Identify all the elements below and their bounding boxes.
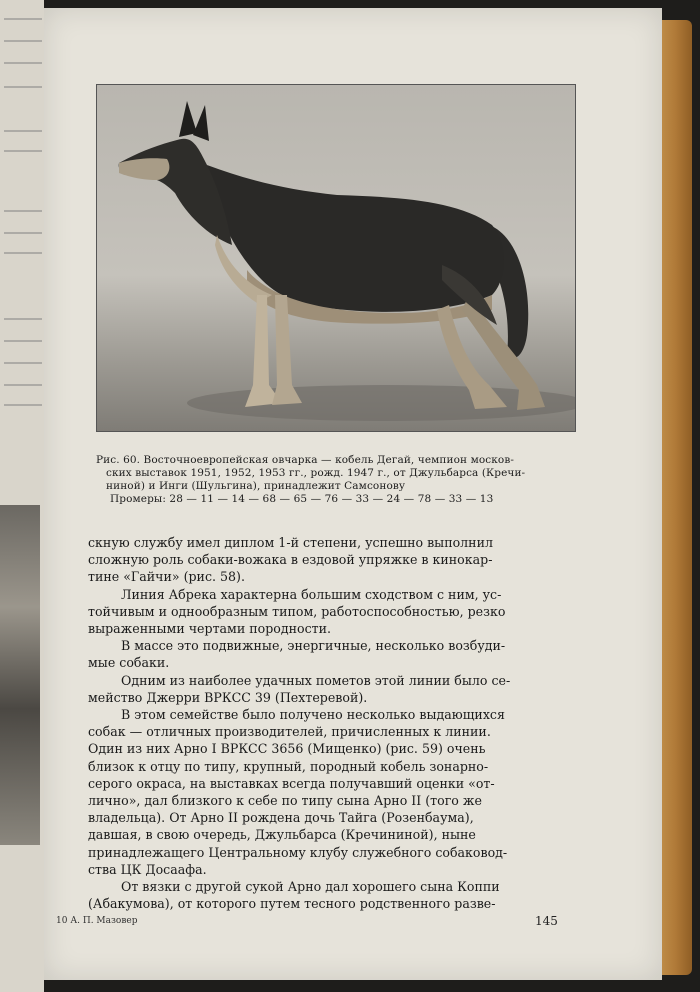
- body-line: Один из них Арно I ВРКСС 3656 (Мищенко) (рис. 59) очень: [88, 741, 486, 757]
- caption-line: ских выставок 1951, 1952, 1953 гг., рожд. 1947 г., от Джульбарса (Кречи-: [106, 467, 526, 479]
- body-line: серого окраса, на выставках всегда получавший оценки «от-: [88, 775, 495, 791]
- body-line: скную службу имел диплом 1-й степени, успешно выполнил: [88, 535, 493, 550]
- german-shepherd-illustration: [97, 85, 575, 431]
- caption-measures: Промеры: 28 — 11 — 14 — 68 — 65 — 76 — 33 — 24 — 78 — 33 — 13: [110, 493, 494, 505]
- body-line: В массе это подвижные, энергичные, несколько возбуди-: [121, 638, 506, 654]
- text-fragment: [4, 130, 42, 140]
- body-line: мейство Джерри ВРКСС 39 (Пехтеревой).: [88, 689, 368, 705]
- body-line: тойчивым и однообразным типом, работоспособностью, резко: [88, 603, 506, 619]
- body-line: тине «Гайчи» (рис. 58).: [88, 569, 245, 585]
- body-line: выраженными чертами породности.: [88, 621, 332, 637]
- body-line: Линия Абрека характерна большим сходством с ним, ус-: [121, 586, 502, 602]
- body-line: близок к отцу по типу, крупный, породный кобель зонарно-: [88, 758, 489, 774]
- body-line: принадлежащего Центральному клубу служебного собаковод-: [88, 844, 508, 860]
- caption-line: Рис. 60. Восточноевропейская овчарка — кобель Дегай, чемпион москов-: [96, 454, 514, 466]
- caption-line: ниной) и Инги (Шульгина), принадлежит Самсонову: [106, 480, 406, 492]
- text-fragment: [4, 232, 42, 242]
- text-fragment: [4, 384, 42, 394]
- text-fragment: [4, 86, 42, 96]
- figure-caption: [96, 454, 574, 506]
- body-line: мые собаки.: [88, 655, 170, 671]
- text-fragment: [4, 318, 42, 328]
- text-fragment: [4, 40, 42, 50]
- text-fragment: [4, 404, 42, 414]
- text-fragment: [4, 18, 42, 28]
- text-fragment: [4, 210, 42, 220]
- dog-photograph: [96, 84, 576, 432]
- body-line: Одним из наиболее удачных пометов этой линии было се-: [121, 672, 511, 688]
- adjacent-photo-fragment: [0, 505, 40, 845]
- book-page: [44, 8, 662, 980]
- text-fragment: [4, 62, 42, 72]
- body-line: лично», дал близкого к себе по типу сына Арно II (того же: [88, 793, 482, 809]
- body-text: [88, 534, 628, 912]
- text-fragment: [4, 252, 42, 262]
- body-line: (Абакумова), от которого путем тесного родственного разве-: [88, 896, 496, 912]
- body-line: В этом семействе было получено несколько выдающихся: [121, 707, 505, 723]
- text-fragment: [4, 340, 42, 350]
- page-number: 145: [535, 914, 558, 928]
- body-line: сложную роль собаки-вожака в ездовой упряжке в кинокар-: [88, 552, 493, 568]
- signature-mark: 10 А. П. Мазовер: [56, 916, 138, 926]
- text-fragment: [4, 150, 42, 160]
- body-line: владельца). От Арно II рождена дочь Тайга (Розенбаума),: [88, 810, 474, 826]
- body-line: давшая, в свою очередь, Джульбарса (Кречининой), ныне: [88, 827, 476, 843]
- body-line: От вязки с другой сукой Арно дал хорошего сына Коппи: [121, 879, 500, 895]
- body-line: собак — отличных производителей, причисленных к линии.: [88, 724, 491, 740]
- text-fragment: [4, 362, 42, 372]
- adjacent-page: [0, 0, 44, 992]
- body-line: ства ЦК Досаафа.: [88, 861, 207, 877]
